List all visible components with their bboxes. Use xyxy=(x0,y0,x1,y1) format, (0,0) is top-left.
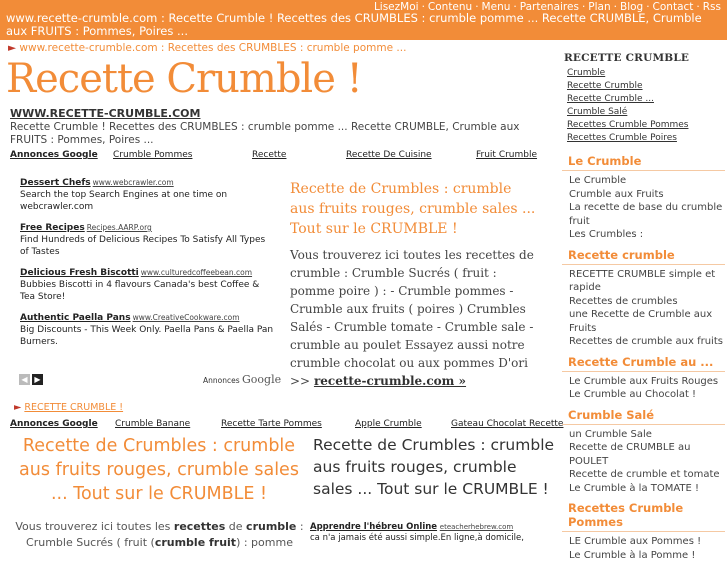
nav-link-rss[interactable]: Rss xyxy=(702,1,721,13)
sidebar-section xyxy=(562,498,725,564)
ad-link-gateau-chocolat[interactable]: Gateau Chocolat Recette xyxy=(451,419,564,429)
site-logo[interactable]: Recette Crumble ! xyxy=(6,56,362,102)
ad-title[interactable]: Dessert Chefs xyxy=(20,178,91,188)
sidebar-heading: RECETTE CRUMBLE xyxy=(564,52,690,64)
arrow-right-icon: ► xyxy=(14,402,22,413)
sidebar-section-item[interactable]: Le Crumble à la Pomme ! xyxy=(569,549,696,561)
sidebar-section xyxy=(562,151,725,244)
sidebar-link[interactable]: Recettes Crumble Poires xyxy=(567,133,677,143)
feature-body: Vous trouverez ici toutes les recettes de crumble : Crumble Sucrés ( fruit : pomme poire ) : - Crumble pommes - Crumble aux fruits ( poires ) Crumbles Salés - Crumble tomate - Crumble sale - crumble au poulet Essayez aussi notre crumble chocolat ou aux pommes D'ori >> xyxy=(290,248,534,388)
nav-link-lisezmoi[interactable]: LisezMoi xyxy=(373,1,419,13)
sidebar-link[interactable]: Crumble xyxy=(567,68,606,78)
site-tagline: www.recette-crumble.com : Recette Crumble ! Recettes des CRUMBLES : crumble pomme ... Recette CRUMBLE, Crumble aux FRUITS : Pommes, Poires ... xyxy=(6,11,702,38)
section-title-orange: Recette de Crumbles : crumble aus fruits rouges, crumble sales ... Tout sur le CRUMBLE ! xyxy=(19,436,299,504)
feature-text xyxy=(290,246,540,390)
ad-bar-label[interactable]: Annonces Google xyxy=(10,419,98,429)
sidebar-section-item[interactable]: Crumble aux Fruits xyxy=(569,188,664,200)
ad-title[interactable]: Free Recipes xyxy=(20,223,85,233)
sidebar-section-item[interactable]: Le Crumble à la TOMATE ! xyxy=(569,482,700,494)
ad-text: Search the top Search Engines at one time on webcrawler.com xyxy=(20,190,228,212)
ad-title[interactable]: Authentic Paella Pans xyxy=(20,313,131,323)
ad-item[interactable] xyxy=(20,222,275,258)
ad-link-crumble-pommes[interactable]: Crumble Pommes xyxy=(113,150,193,160)
sidebar-link[interactable]: Recette Crumble ... xyxy=(567,94,654,104)
sidebar-section-item[interactable]: Le Crumble au Chocolat ! xyxy=(569,389,697,400)
ad-item[interactable] xyxy=(20,267,275,303)
ad-link-recette-cuisine[interactable]: Recette De Cuisine xyxy=(346,150,432,160)
ad-link-apple-crumble[interactable]: Apple Crumble xyxy=(355,419,422,429)
sidebar-section-item[interactable]: Les Crumbles : xyxy=(569,229,644,240)
ad-title[interactable]: Delicious Fresh Biscotti xyxy=(20,268,139,278)
sidebar-section xyxy=(562,245,725,351)
sidebar-section xyxy=(562,352,725,404)
ad-link-recette-tarte-pommes[interactable]: Recette Tarte Pommes xyxy=(221,419,322,429)
sidebar-section-item[interactable]: Le Crumble aux Fruits Rouges xyxy=(569,375,719,387)
breadcrumb xyxy=(8,42,406,54)
sidebar-section-item[interactable]: La recette de base du crumble fruit xyxy=(569,202,723,227)
breadcrumb-secondary xyxy=(14,402,123,413)
ad-url[interactable]: Recipes.AARP.org xyxy=(86,223,152,232)
ad-item[interactable] xyxy=(20,177,275,213)
sidebar-top-links xyxy=(567,67,725,145)
nav-link-plan[interactable]: Plan xyxy=(588,1,611,13)
ad-link-recette[interactable]: Recette xyxy=(252,150,287,160)
ads-by-prefix: Annonces xyxy=(203,376,240,385)
ad-text: Big Discounts - This Week Only. Paella Pans & Paella Pan Burners. xyxy=(20,325,274,347)
site-description: Recette Crumble ! Recettes des CRUMBLES : crumble pomme ... Recette CRUMBLE, Crumble aux FRUITS : Pommes, Poires ... xyxy=(10,121,520,146)
ad-text: Find Hundreds of Delicious Recipes To Satisfy All Types of Tastes xyxy=(20,235,266,257)
top-bar xyxy=(0,0,727,40)
chevron-right-icon[interactable]: ▶ xyxy=(32,374,43,385)
sidebar xyxy=(562,52,725,564)
ad-link-fruit-crumble[interactable]: Fruit Crumble xyxy=(476,150,538,160)
sidebar-section-item[interactable]: Recettes de crumble aux fruits xyxy=(569,336,723,347)
sidebar-section xyxy=(562,405,725,498)
nav-link-blog[interactable]: Blog xyxy=(619,1,644,13)
nav-link-partenaires[interactable]: Partenaires xyxy=(519,1,579,13)
sidebar-link[interactable]: Crumble Salé xyxy=(567,107,628,117)
sidebar-section-title[interactable]: Crumble Salé xyxy=(562,405,725,425)
ad-url[interactable]: www.culturedcoffeebean.com xyxy=(140,268,253,277)
ad-link-bar-2 xyxy=(10,419,564,432)
feature-block xyxy=(290,179,540,390)
ads-by-google[interactable] xyxy=(203,373,281,386)
ad-text: Bubbies Biscotti in 4 flavours Canada's best Coffee & Tea Store! xyxy=(20,280,260,302)
nav-link-menu[interactable]: Menu xyxy=(481,1,511,13)
ad-item[interactable] xyxy=(20,312,275,348)
sidebar-section-title[interactable]: Recette crumble xyxy=(562,245,725,265)
top-nav: LisezMoi · Contenu · Menu · Partenaires · Plan · Blog · Contact · Rss xyxy=(373,1,721,13)
section-body: Vous trouverez ici toutes les recettes de crumble : Crumble Sucrés ( fruit (crumble fruit) : pomme xyxy=(15,520,304,549)
nav-link-contact[interactable]: Contact xyxy=(652,1,694,13)
ads-block xyxy=(20,177,275,357)
ad-link-crumble-banane[interactable]: Crumble Banane xyxy=(115,419,191,429)
ad-title[interactable]: Apprendre l'hébreu Online xyxy=(310,522,438,532)
feature-title: Recette de Crumbles : crumble aus fruits rouges, crumble sales ... Tout sur le CRUMBLE ! xyxy=(290,181,536,237)
arrow-right-icon: ► xyxy=(8,42,17,54)
section-title-dark: Recette de Crumbles : crumble aus fruits rouges, crumble sales ... Tout sur le CRUMBLE ! xyxy=(313,436,555,498)
nav-link-contenu[interactable]: Contenu xyxy=(427,1,473,13)
sidebar-section-item[interactable]: LE Crumble aux Pommes ! xyxy=(569,536,702,547)
sidebar-section-item[interactable]: une Recette de Crumble aux Fruits xyxy=(569,309,713,334)
sidebar-section-title[interactable]: Le Crumble xyxy=(562,151,725,171)
ads-pager xyxy=(19,374,45,385)
ad-bar-label[interactable]: Annonces Google xyxy=(10,150,98,160)
sidebar-section-title[interactable]: Recette Crumble au ... xyxy=(562,352,725,372)
sidebar-section-item[interactable]: Recette de CRUMBLE au POULET xyxy=(569,442,691,467)
site-url-link[interactable]: WWW.RECETTE-CRUMBLE.COM xyxy=(10,107,201,120)
sidebar-link[interactable]: Recettes Crumble Pommes xyxy=(567,120,689,130)
sidebar-link[interactable]: Recette Crumble xyxy=(567,81,643,91)
feature-more-link[interactable]: recette-crumble.com » xyxy=(313,374,467,388)
ad-text: ca n'a jamais été aussi simple.En ligne,à domicile, xyxy=(310,533,524,543)
google-logo: Google xyxy=(242,373,282,386)
breadcrumb-text: www.recette-crumble.com : Recettes des CRUMBLES : crumble pomme ... xyxy=(19,42,407,54)
breadcrumb-secondary-link[interactable]: RECETTE CRUMBLE ! xyxy=(24,402,124,413)
sidebar-section-item[interactable]: RECETTE CRUMBLE simple et rapide xyxy=(569,268,716,293)
ad-url[interactable]: www.CreativeCookware.com xyxy=(132,313,240,322)
sidebar-section-item[interactable]: Recette de crumble et tomate xyxy=(569,469,720,480)
ad-link-bar xyxy=(10,150,550,163)
ad-url[interactable]: www.webcrawler.com xyxy=(92,178,174,187)
sidebar-section-title[interactable]: Recettes Crumble Pommes xyxy=(562,498,725,532)
sidebar-section-item[interactable]: un Crumble Sale xyxy=(569,428,652,440)
chevron-left-icon[interactable]: ◀ xyxy=(19,374,30,385)
ad-item-hebrew[interactable] xyxy=(310,522,555,544)
sidebar-section-item[interactable]: Le Crumble xyxy=(569,175,627,186)
ad-url[interactable]: eteacherhebrew.com xyxy=(439,523,514,531)
sidebar-section-item[interactable]: Recettes de crumbles xyxy=(569,295,678,307)
